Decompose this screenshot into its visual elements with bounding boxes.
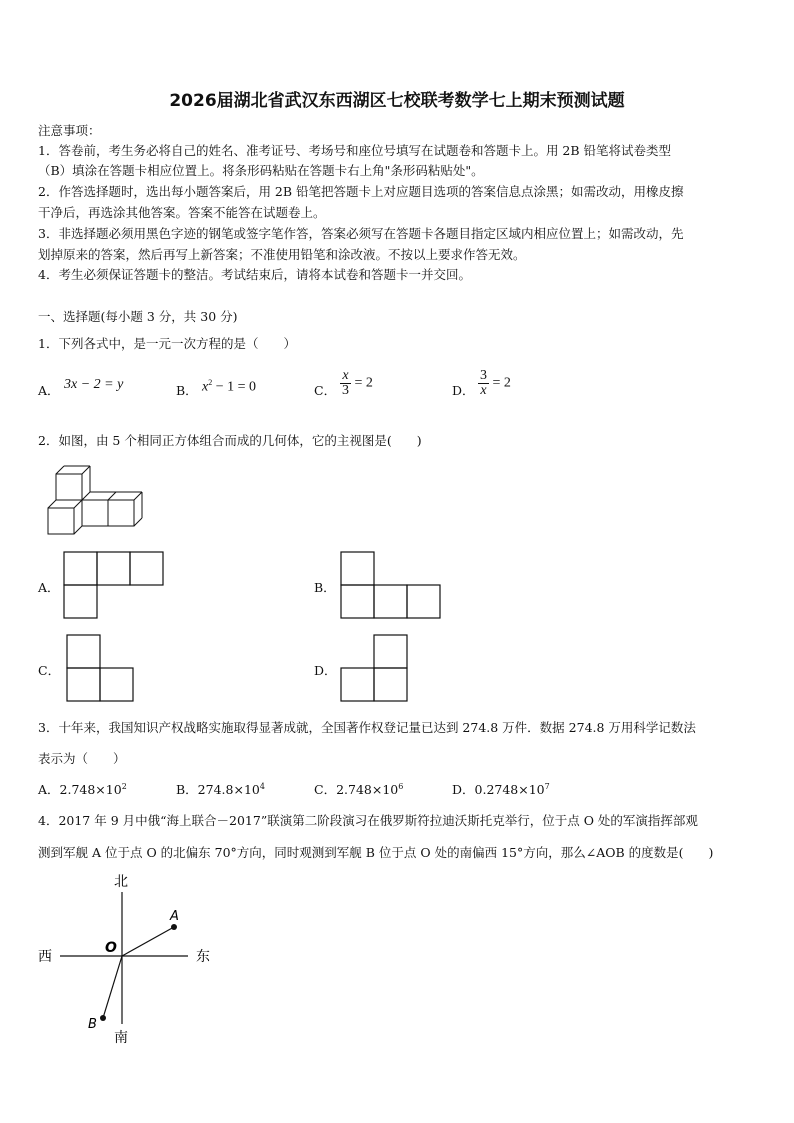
east-label: 东 bbox=[196, 949, 210, 965]
cube-solid-figure bbox=[44, 464, 154, 540]
q1-option-c-label: C． bbox=[314, 383, 337, 398]
q2-option-d-figure bbox=[340, 634, 410, 702]
question-2-stem: 2．如图，由 5 个相同正方体组合而成的几何体，它的主视图是( ) bbox=[38, 433, 422, 448]
q3-option-d: D．$0.2748\times 10^7$ bbox=[452, 781, 550, 797]
point-a bbox=[171, 924, 177, 930]
q3-option-b: B．$274.8\times 10^4$ bbox=[176, 781, 265, 797]
notice-line: 4．考生必须保证答题卡的整洁。考试结束后，请将本试卷和答题卡一并交回。 bbox=[38, 267, 471, 282]
page-title: 2026届湖北省武汉东西湖区七校联考数学七上期末预测试题 bbox=[169, 91, 625, 111]
notice-heading: 注意事项： bbox=[38, 123, 101, 138]
q2-option-b-label: B． bbox=[314, 580, 336, 595]
west-label: 西 bbox=[38, 949, 52, 965]
q2-option-a-label: A． bbox=[38, 580, 60, 595]
q2-option-c-figure bbox=[66, 634, 136, 702]
notice-line: 2．作答选择题时，选出每小题答案后，用 2B 铅笔把答题卡上对应题目选项的答案信息点涂黑；如需改动，用橡皮擦 bbox=[38, 184, 684, 199]
q1-option-d-expr: $\frac{3}{x}$ = 2 bbox=[480, 368, 511, 398]
question-1-stem: 1．下列各式中，是一元一次方程的是（ ） bbox=[38, 336, 296, 351]
direction-diagram bbox=[30, 866, 230, 1048]
question-4-stem-cont: 测到军舰 A 位于点 O 的北偏东 70°方向，同时观测到军舰 B 位于点 O 处的南偏西 15°方向，那么∠AOB 的度数是( ) bbox=[38, 845, 714, 860]
point-a-label: A bbox=[170, 909, 179, 924]
notice-line: 3．非选择题必须用黑色字迹的钢笔或签字笔作答，答案必须写在答题卡各题目指定区域内相应位置上；如需改动，先 bbox=[38, 226, 684, 241]
point-b bbox=[100, 1015, 106, 1021]
q1-option-d-label: D． bbox=[452, 383, 475, 398]
q1-option-b-expr: $x^2 - 1 = 0$ bbox=[202, 378, 257, 395]
question-3-stem-cont: 表示为（ ） bbox=[38, 751, 126, 766]
q1-option-a-label: A． bbox=[38, 383, 60, 398]
notice-line: 干净后，再选涂其他答案。答案不能答在试题卷上。 bbox=[38, 205, 326, 220]
q1-option-b-label: B． bbox=[176, 383, 198, 398]
q2-option-d-label: D． bbox=[314, 663, 337, 678]
q3-option-a: A．$2.748\times 10^2$ bbox=[38, 781, 127, 797]
point-o-label: O bbox=[105, 940, 117, 956]
point-b-label: B bbox=[88, 1017, 97, 1032]
notice-line: 1．答卷前，考生务必将自己的姓名、准考证号、考场号和座位号填写在试题卷和答题卡上。用 2B 铅笔将试卷类型 bbox=[38, 143, 672, 158]
notice-line: （B）填涂在答题卡相应位置上。将条形码粘贴在答题卡右上角"条形码粘贴处"。 bbox=[38, 163, 484, 178]
q2-option-b-figure bbox=[340, 551, 442, 619]
q2-option-c-label: C． bbox=[38, 663, 61, 678]
south-label: 南 bbox=[114, 1030, 128, 1046]
q3-option-c: C．$2.748\times 10^6$ bbox=[314, 781, 404, 797]
q2-option-a-figure bbox=[63, 551, 165, 619]
question-4-stem: 4．2017 年 9 月中俄“海上联合－2017”联演第二阶段演习在俄罗斯符拉迪沃斯托克举行，位于点 O 处的军演指挥部观 bbox=[38, 813, 698, 828]
question-3-stem: 3．十年来，我国知识产权战略实施取得显著成就，全国著作权登记量已达到 274.8 万件．数据 274.8 万用科学记数法 bbox=[38, 720, 696, 735]
q1-option-a-expr: 3x − 2 = y bbox=[64, 377, 124, 392]
section-heading: 一、选择题(每小题 3 分，共 30 分) bbox=[38, 309, 238, 324]
notice-line: 划掉原来的答案，然后再写上新答案；不准使用铅笔和涂改液。不按以上要求作答无效。 bbox=[38, 247, 526, 262]
q1-option-c-expr: $\frac{x}{3}$ = 2 bbox=[342, 368, 373, 398]
north-label: 北 bbox=[114, 874, 128, 890]
